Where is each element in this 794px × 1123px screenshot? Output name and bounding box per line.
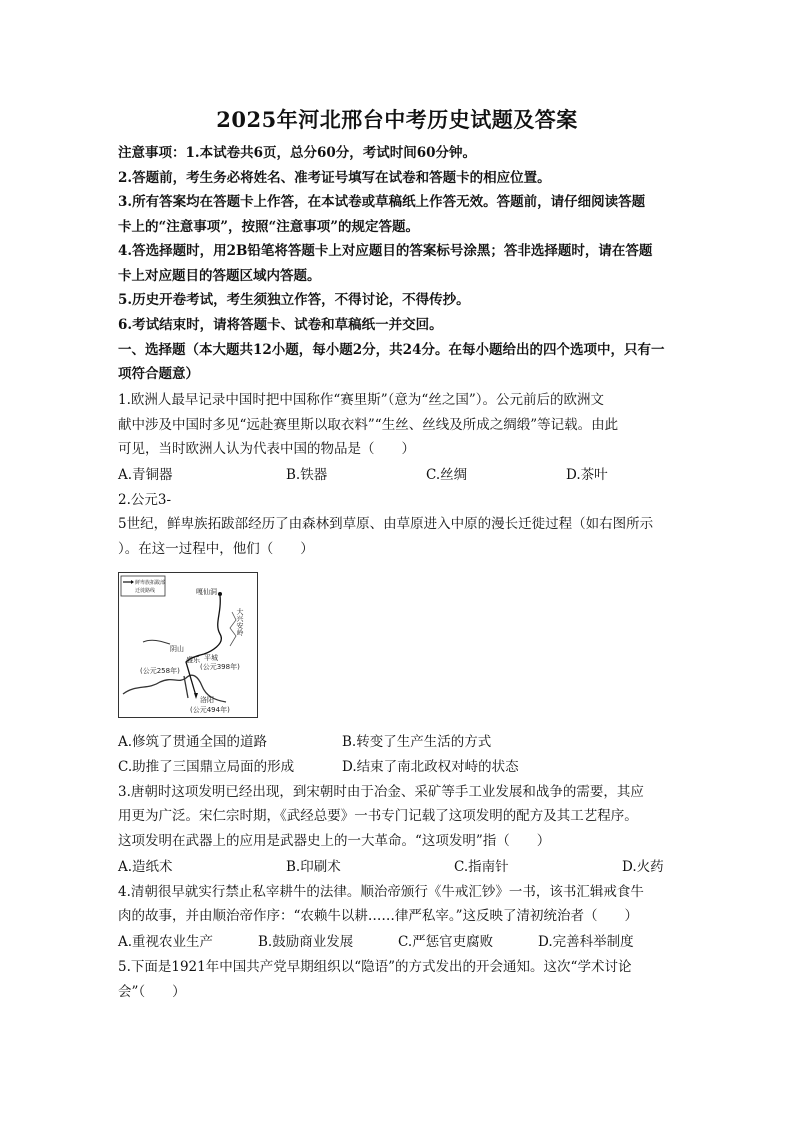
notice-line: 6.考试结束时，请将答题卡、试卷和草稿纸一并交回。 [118,317,443,333]
question-2-option-b[interactable]: B.转变了生产生活的方式 [342,734,492,750]
question-3-text: 用更为广泛。宋仁宗时期，《武经总要》一书专门记载了这项发明的配方及其工艺程序。 [118,808,638,824]
question-4-text: 肉的故事，并由顺治帝作序：“农赖牛以耕……律严私宰。”这反映了清初统治者（ ） [118,908,639,924]
migration-map [118,572,258,718]
notice-line: 卡上对应题目的答题区域内答题。 [118,268,321,284]
question-3-text: 这项发明在武器上的应用是武器史上的一大革命。“这项发明”指（ ） [118,833,551,849]
map-label-cave: 嘎仙洞 [196,588,217,596]
question-1-option-b[interactable]: B.铁器 [286,467,328,483]
page-title: 2025年河北邢台中考历史试题及答案 [216,107,578,132]
question-2-text: 5世纪，鲜卑族拓跋部经历了由森林到草原、由草原进入中原的漫长迁徙过程（如右图所示 [118,516,654,532]
question-2-option-a[interactable]: A.修筑了贯通全国的道路 [118,734,268,750]
notice-line: 卡上的“注意事项”，按照“注意事项”的规定答题。 [118,219,420,235]
question-1-text: 可见，当时欧洲人认为代表中国的物品是（ ） [118,441,415,457]
notice-line: 2.答题前，考生务必将姓名、准考证号填写在试卷和答题卡的相应位置。 [118,170,551,186]
notice-line: 注意事项：1.本试卷共6页，总分60分，考试时间60分钟。 [118,145,477,161]
question-2-text: ）。在这一过程中，他们（ ） [118,541,314,557]
map-label-pingcheng: 平城 [204,654,218,662]
map-label-pingcheng-year: (公元398年) [200,663,240,671]
question-3-option-b[interactable]: B.印刷术 [286,859,341,875]
question-4-option-b[interactable]: B.鼓励商业发展 [258,934,354,950]
map-label-yinshan: 阴山 [170,645,184,653]
map-label-shengle: 盛乐 [186,656,200,664]
migration-map-svg [118,572,258,718]
section-heading: 项符合题意） [118,366,199,382]
question-2-option-d[interactable]: D.结束了南北政权对峙的状态 [342,759,519,775]
legend-label: 迁徙路线 [135,588,156,594]
section-heading: 一、选择题（本大题共12小题，每小题2分，共24分。在每小题给出的四个选项中，只有一 [118,342,665,358]
question-5-text: 会”（ ） [118,984,186,1000]
question-3-option-d[interactable]: D.火药 [622,859,664,875]
question-1-option-c[interactable]: C.丝绸 [426,467,468,483]
question-1-text: 1.欧洲人最早记录中国时把中国称作“赛里斯”（意为“丝之国”）。公元前后的欧洲文 [118,392,604,408]
question-5-text: 5.下面是1921年中国共产党早期组织以“隐语”的方式发出的开会通知。这次“学术讨论 [118,959,632,975]
question-2-text: 2.公元3- [118,492,172,508]
map-label-shengle-year: (公元258年) [140,667,180,675]
question-4-option-a[interactable]: A.重视农业生产 [118,934,214,950]
notice-line: 4.答选择题时，用2B铅笔将答题卡上对应题目的答案标号涂黑；答非选择题时，请在答题 [118,243,653,259]
question-2-option-c[interactable]: C.助推了三国鼎立局面的形成 [118,759,295,775]
question-4-option-d[interactable]: D.完善科举制度 [538,934,634,950]
question-3-option-a[interactable]: A.造纸术 [118,859,173,875]
map-label-mountain: 大兴安岭 [236,608,244,636]
question-1-option-d[interactable]: D.茶叶 [566,467,608,483]
notice-line: 3.所有答案均在答题卡上作答，在本试卷或草稿纸上作答无效。答题前，请仔细阅读答题 [118,194,646,210]
legend-label: 鲜卑族拓跋部 [135,580,166,586]
question-4-text: 4.清朝很早就实行禁止私宰耕牛的法律。顺治帝颁行《牛戒汇钞》一书，该书汇辑戒食牛 [118,884,644,900]
question-3-text: 3.唐朝时这项发明已经出现，到宋朝时由于冶金、采矿等手工业发展和战争的需要，其应 [118,784,644,800]
map-label-luoyang-year: (公元494年) [190,706,230,714]
question-1-text: 献中涉及中国时多见“远赴赛里斯以取衣料”“生丝、丝线及所成之绸缎”等记载。由此 [118,417,619,433]
map-label-luoyang: 洛阳 [200,696,214,704]
question-4-option-c[interactable]: C.严惩官吏腐败 [398,934,494,950]
question-3-option-c[interactable]: C.指南针 [454,859,509,875]
question-1-option-a[interactable]: A.青铜器 [118,467,173,483]
notice-line: 5.历史开卷考试，考生须独立作答，不得讨论，不得传抄。 [118,292,470,308]
